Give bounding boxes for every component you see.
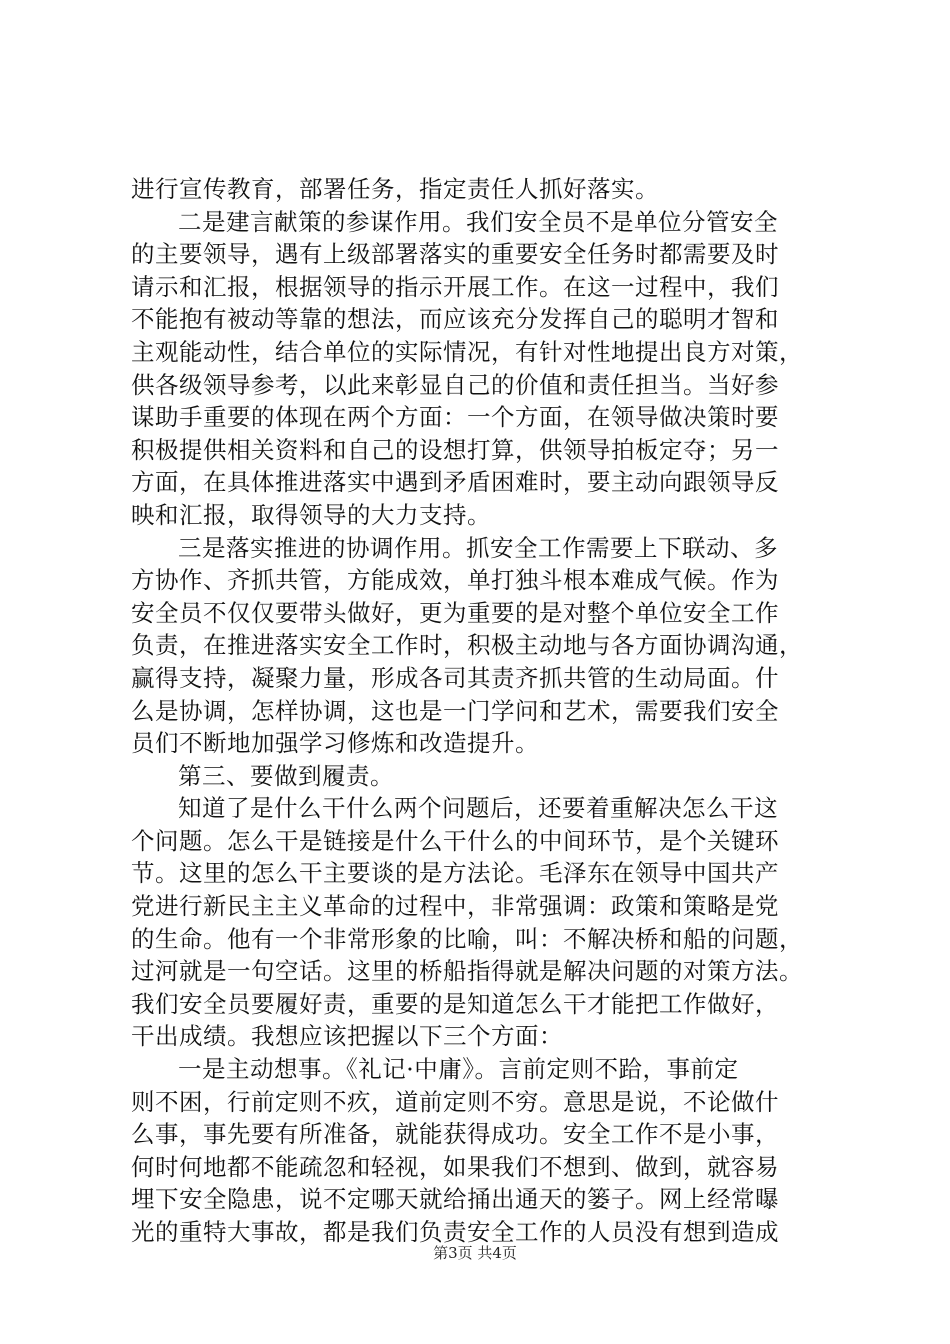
paragraph-line: 的主要领导，遇有上级部署落实的重要安全任务时都需要及时 bbox=[131, 240, 779, 269]
paragraph-line: 不能抱有被动等靠的想法，而应该充分发挥自己的聪明才智和 bbox=[131, 305, 779, 334]
document-body bbox=[131, 173, 843, 1249]
paragraph-line: 谋助手重要的体现在两个方面：一个方面，在领导做决策时要 bbox=[131, 403, 779, 432]
paragraph-line: 何时何地都不能疏忽和轻视，如果我们不想到、做到，就容易 bbox=[131, 1152, 779, 1181]
paragraph-line: 个问题。怎么干是链接是什么干什么的中间环节，是个关键环 bbox=[131, 826, 779, 855]
paragraph-line: 赢得支持，凝聚力量，形成各司其责齐抓共管的生动局面。什 bbox=[131, 663, 779, 692]
paragraph-line: 一是主动想事。《礼记·中庸》。言前定则不跲，事前定 bbox=[178, 1055, 739, 1084]
paragraph-line: 么事，事先要有所准备，就能获得成功。安全工作不是小事， bbox=[131, 1120, 779, 1149]
paragraph-line: 么是协调，怎样协调，这也是一门学问和艺术，需要我们安全 bbox=[131, 696, 779, 725]
paragraph-line: 埋下安全隐患，说不定哪天就给捅出通天的篓子。网上经常曝 bbox=[131, 1185, 779, 1214]
paragraph-line: 供各级领导参考，以此来彰显自己的价值和责任担当。当好参 bbox=[131, 370, 779, 399]
paragraph-line: 积极提供相关资料和自己的设想打算，供领导拍板定夺；另一 bbox=[131, 435, 779, 464]
paragraph-line: 的生命。他有一个非常形象的比喻，叫：不解决桥和船的问题， bbox=[131, 924, 803, 953]
paragraph-line: 干出成绩。我想应该把握以下三个方面： bbox=[131, 1022, 563, 1051]
paragraph-line: 我们安全员要履好责，重要的是知道怎么干才能把工作做好， bbox=[131, 989, 779, 1018]
paragraph-line: 光的重特大事故，都是我们负责安全工作的人员没有想到造成 bbox=[131, 1218, 779, 1246]
paragraph-line: 节。这里的怎么干主要谈的是方法论。毛泽东在领导中国共产 bbox=[131, 859, 779, 888]
paragraph-line: 主观能动性，结合单位的实际情况，有针对性地提出良方对策， bbox=[131, 337, 803, 366]
paragraph-line: 第三、要做到履责。 bbox=[178, 761, 394, 790]
page-footer: 第3页 共4页 bbox=[433, 1244, 517, 1262]
paragraph-line: 进行宣传教育，部署任务，指定责任人抓好落实。 bbox=[131, 175, 659, 203]
paragraph-line: 映和汇报，取得领导的大力支持。 bbox=[131, 500, 491, 529]
paragraph-line: 方面，在具体推进落实中遇到矛盾困难时，要主动向跟领导反 bbox=[131, 468, 779, 497]
paragraph-line: 知道了是什么干什么两个问题后，还要着重解决怎么干这 bbox=[178, 794, 778, 823]
paragraph-line: 党进行新民主主义革命的过程中，非常强调：政策和策略是党 bbox=[131, 892, 779, 921]
paragraph-line: 三是落实推进的协调作用。抓安全工作需要上下联动、多 bbox=[178, 533, 778, 562]
paragraph-line: 负责，在推进落实安全工作时，积极主动地与各方面协调沟通， bbox=[131, 631, 803, 660]
paragraph-line: 方协作、齐抓共管，方能成效，单打独斗根本难成气候。作为 bbox=[131, 566, 779, 595]
paragraph-line: 过河就是一句空话。这里的桥船指得就是解决问题的对策方法。 bbox=[131, 957, 803, 986]
paragraph-line: 请示和汇报，根据领导的指示开展工作。在这一过程中，我们 bbox=[131, 272, 779, 301]
paragraph-line: 二是建言献策的参谋作用。我们安全员不是单位分管安全 bbox=[178, 207, 778, 236]
paragraph-line: 员们不断地加强学习修炼和改造提升。 bbox=[131, 729, 539, 758]
paragraph-line: 则不困，行前定则不疚，道前定则不穷。意思是说，不论做什 bbox=[131, 1087, 779, 1116]
paragraph-line: 安全员不仅仅要带头做好，更为重要的是对整个单位安全工作 bbox=[131, 598, 779, 627]
